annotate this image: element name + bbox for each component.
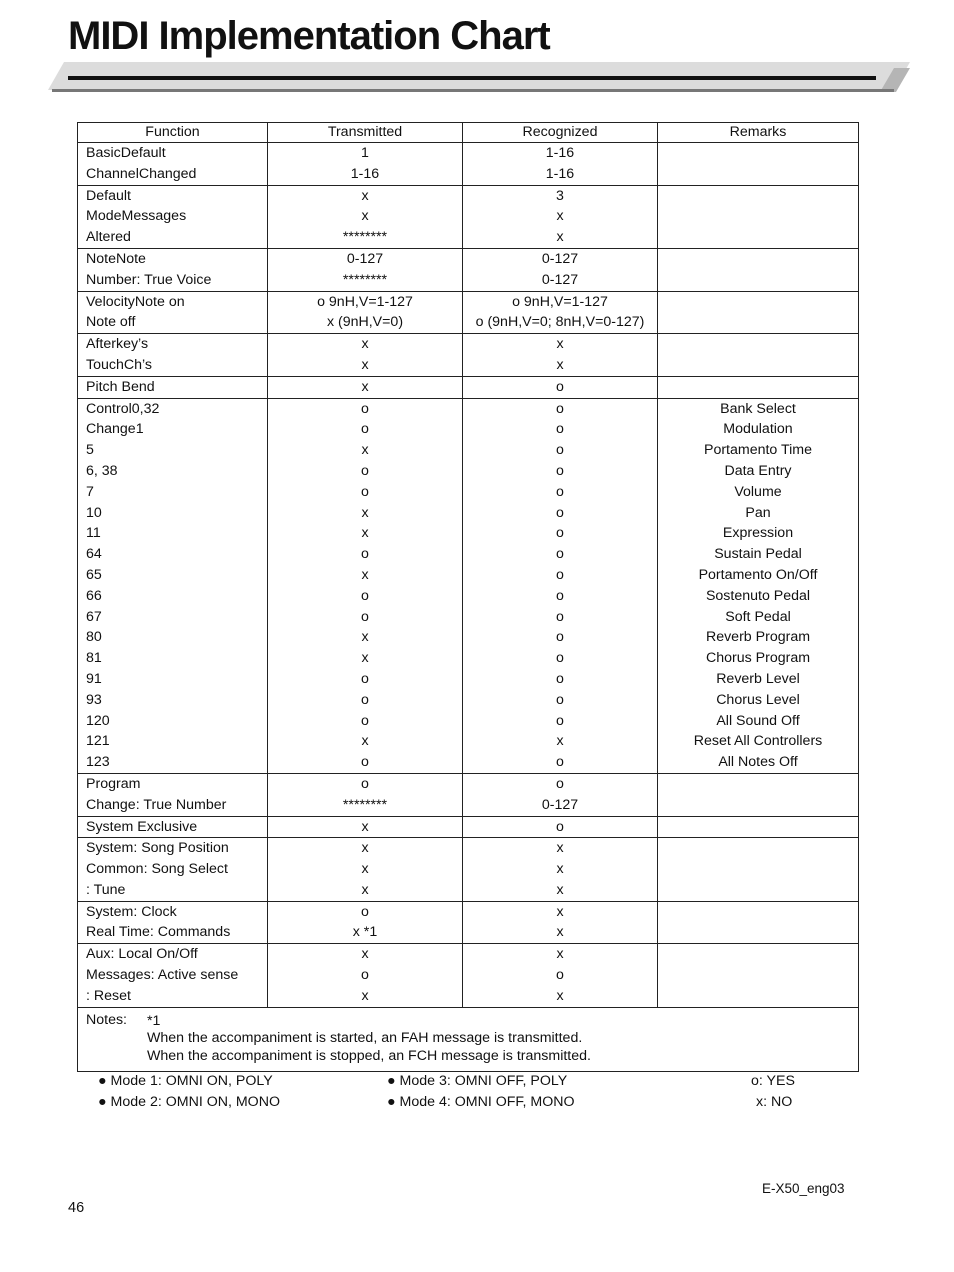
function-item-label: 120 xyxy=(86,712,110,729)
function-line xyxy=(86,690,267,711)
transmitted-value: x xyxy=(361,442,369,459)
mode-legend-right xyxy=(387,1071,575,1113)
function-group-label: Touch xyxy=(86,356,124,373)
function-line xyxy=(86,965,267,986)
transmitted-value: o xyxy=(361,903,369,920)
transmitted-value: o xyxy=(361,754,369,771)
transmitted-value: o xyxy=(361,587,369,604)
recognized-value: x xyxy=(556,861,564,878)
recognized-cell xyxy=(463,816,658,838)
remarks-value: All Sound Off xyxy=(716,712,800,729)
recognized-value: o xyxy=(556,712,564,729)
recognized-value: 0-127 xyxy=(541,796,579,813)
function-item-label: 80 xyxy=(86,629,102,646)
function-cell xyxy=(78,248,268,291)
note-line: When the accompaniment is stopped, an FCH message is transmitted. xyxy=(147,1047,591,1064)
function-line xyxy=(86,523,267,544)
function-item-label: : Local On/Off xyxy=(110,946,198,963)
function-group-label: Change xyxy=(86,796,136,813)
function-line xyxy=(86,565,267,586)
function-line xyxy=(86,648,267,669)
function-line xyxy=(86,292,267,313)
function-item-label: : True Voice xyxy=(136,271,212,288)
function-item-label: Changed xyxy=(138,165,197,182)
function-cell xyxy=(78,838,268,901)
function-line xyxy=(86,731,267,752)
transmitted-cell xyxy=(268,334,463,377)
function-cell xyxy=(78,816,268,838)
function-item-label: Default xyxy=(120,145,166,161)
transmitted-value: o xyxy=(361,967,369,984)
function-item-label: : Clock xyxy=(133,903,177,920)
recognized-value: o xyxy=(556,566,564,583)
remarks-value: Bank Select xyxy=(720,400,796,417)
transmitted-value: o xyxy=(361,400,369,417)
function-item-label: 123 xyxy=(86,754,110,771)
recognized-value: 1-16 xyxy=(545,165,575,182)
function-line xyxy=(86,669,267,690)
function-item-label: 1 xyxy=(135,421,144,438)
notes-body xyxy=(147,1010,591,1066)
transmitted-value: x xyxy=(361,208,369,225)
function-line xyxy=(86,838,267,859)
function-item-label: : Song Position xyxy=(133,840,229,857)
function-group-label: Aux xyxy=(86,946,111,963)
function-line xyxy=(86,334,267,355)
transmitted-value: x xyxy=(361,818,369,835)
recognized-value: o xyxy=(556,587,564,604)
function-line xyxy=(86,922,267,943)
function-cell xyxy=(78,944,268,1007)
table-row xyxy=(78,944,859,1007)
recognized-value: 0-127 xyxy=(541,271,579,288)
function-line xyxy=(86,503,267,524)
recognized-value: o (9nH,V=0; 8nH,V=0-127) xyxy=(475,314,645,331)
function-line xyxy=(86,986,267,1007)
table-header-row xyxy=(78,123,859,143)
function-line xyxy=(86,312,267,333)
function-item-label: 5 xyxy=(86,442,94,459)
notes-label: Notes: xyxy=(86,1011,128,1028)
function-item-label: 121 xyxy=(86,733,110,750)
function-line xyxy=(86,774,267,795)
function-cell xyxy=(78,291,268,334)
function-item-label: Note xyxy=(115,250,146,267)
remarks-value: Reverb Program xyxy=(705,629,811,646)
transmitted-value: x xyxy=(361,525,369,542)
remarks-cell xyxy=(658,185,859,248)
header-recognized: Recognized xyxy=(463,123,658,143)
function-item-label: 0,32 xyxy=(131,400,160,417)
recognized-cell xyxy=(463,334,658,377)
function-group-label: Velocity xyxy=(86,293,135,310)
function-group-label: System Exclusive xyxy=(86,818,198,835)
recognized-value: x xyxy=(556,840,564,857)
function-item-label: 11 xyxy=(86,525,101,542)
recognized-value: o xyxy=(556,378,564,395)
note-marker: *1 xyxy=(147,1012,161,1029)
transmitted-value: o xyxy=(361,546,369,563)
transmitted-cell xyxy=(268,901,463,944)
header-transmitted: Transmitted xyxy=(268,123,463,143)
recognized-cell xyxy=(463,398,658,773)
recognized-value: o xyxy=(556,400,564,417)
function-item-label: 67 xyxy=(86,608,102,625)
function-cell xyxy=(78,143,268,186)
mode-3-item: ● Mode 3: OMNI OFF, POLY xyxy=(387,1073,568,1089)
transmitted-value: x xyxy=(361,629,369,646)
function-cell xyxy=(78,398,268,773)
function-item-label: 6, 38 xyxy=(86,462,118,479)
function-line xyxy=(86,586,267,607)
transmitted-value: x xyxy=(361,650,369,667)
recognized-value: o xyxy=(556,525,564,542)
function-item-label: 66 xyxy=(86,587,102,604)
header-remarks: Remarks xyxy=(658,123,859,143)
mode-legend-left xyxy=(98,1071,280,1113)
remarks-value: Portamento Time xyxy=(703,442,813,459)
transmitted-value: x xyxy=(361,504,369,521)
function-item-label: 91 xyxy=(86,670,102,687)
recognized-value: o xyxy=(556,818,564,835)
function-group-label: Control xyxy=(86,400,132,417)
transmitted-value: o xyxy=(361,691,369,708)
midi-implementation-table xyxy=(77,122,859,1072)
transmitted-cell xyxy=(268,291,463,334)
remarks-cell xyxy=(658,773,859,816)
function-item-label: : Song Select xyxy=(143,861,228,878)
recognized-cell xyxy=(463,838,658,901)
function-line xyxy=(86,206,267,227)
function-item-label: 10 xyxy=(86,504,102,521)
remarks-value: Data Entry xyxy=(724,462,792,479)
recognized-value: o xyxy=(556,442,564,459)
recognized-value: o xyxy=(556,650,564,667)
recognized-value: x xyxy=(556,987,564,1004)
transmitted-value: o xyxy=(361,608,369,625)
transmitted-value: o xyxy=(361,775,369,792)
function-group-label: Pitch Bend xyxy=(86,378,155,395)
recognized-value: x xyxy=(556,208,564,225)
recognized-value: o xyxy=(556,421,564,438)
function-line xyxy=(86,795,267,816)
recognized-value: x xyxy=(556,946,564,963)
function-group-label: Mode xyxy=(86,208,122,225)
function-cell xyxy=(78,773,268,816)
transmitted-cell xyxy=(268,248,463,291)
symbol-legend xyxy=(751,1071,795,1113)
recognized-cell xyxy=(463,248,658,291)
recognized-value: x xyxy=(556,733,564,750)
remarks-cell xyxy=(658,376,859,398)
function-line xyxy=(86,249,267,270)
remarks-value: Chorus Level xyxy=(716,691,800,708)
transmitted-value: x xyxy=(361,987,369,1004)
function-cell xyxy=(78,334,268,377)
mode-4-item: ● Mode 4: OMNI OFF, MONO xyxy=(387,1094,575,1110)
table-row xyxy=(78,248,859,291)
transmitted-value: o 9nH,V=1-127 xyxy=(317,293,413,310)
remarks-value: Volume xyxy=(734,483,782,500)
function-line xyxy=(86,752,267,773)
function-group-label: Messages xyxy=(86,967,151,984)
function-line xyxy=(86,440,267,461)
function-group-label: Program xyxy=(86,775,141,792)
transmitted-value: 1 xyxy=(361,145,369,161)
remarks-value: Reverb Level xyxy=(716,670,800,687)
transmitted-value: 1-16 xyxy=(350,165,380,182)
function-cell xyxy=(78,901,268,944)
recognized-value: 0-127 xyxy=(541,250,579,267)
function-group-label: Change xyxy=(86,421,136,438)
function-item-label: Altered xyxy=(86,229,131,246)
recognized-value: x xyxy=(556,924,564,941)
transmitted-value: x xyxy=(361,356,369,373)
transmitted-value: o xyxy=(361,483,369,500)
transmitted-value: o xyxy=(361,712,369,729)
remarks-value: All Notes Off xyxy=(718,754,798,771)
recognized-value: o 9nH,V=1-127 xyxy=(512,293,608,310)
transmitted-cell xyxy=(268,838,463,901)
recognized-value: o xyxy=(556,608,564,625)
function-line xyxy=(86,880,267,901)
function-line xyxy=(86,186,267,207)
function-line xyxy=(86,544,267,565)
function-line xyxy=(86,399,267,420)
function-group-label: Real Time xyxy=(86,924,150,941)
remarks-cell xyxy=(658,901,859,944)
transmitted-cell xyxy=(268,398,463,773)
recognized-value: x xyxy=(556,229,564,246)
transmitted-value: ******** xyxy=(342,271,388,288)
transmitted-value: x xyxy=(361,566,369,583)
remarks-cell xyxy=(658,334,859,377)
remarks-cell xyxy=(658,398,859,773)
recognized-value: 1-16 xyxy=(545,145,575,161)
recognized-value: o xyxy=(556,546,564,563)
table-row xyxy=(78,376,859,398)
recognized-cell xyxy=(463,143,658,186)
transmitted-value: x xyxy=(361,336,369,353)
remarks-value: Sustain Pedal xyxy=(714,546,802,563)
recognized-value: o xyxy=(556,483,564,500)
table-row xyxy=(78,838,859,901)
mode-1-item: ● Mode 1: OMNI ON, POLY xyxy=(98,1073,273,1089)
remarks-cell xyxy=(658,944,859,1007)
function-group-label: System xyxy=(86,840,134,857)
transmitted-cell xyxy=(268,773,463,816)
function-line xyxy=(86,461,267,482)
function-line xyxy=(86,859,267,880)
function-line xyxy=(86,270,267,291)
no-symbol-item: x: NO xyxy=(756,1094,793,1110)
header-function: Function xyxy=(78,123,268,143)
transmitted-value: ******** xyxy=(342,796,388,813)
notes-row xyxy=(78,1007,859,1072)
recognized-value: x xyxy=(556,356,564,373)
yes-symbol-item: o: YES xyxy=(751,1073,795,1089)
function-group-label: Common xyxy=(86,861,144,878)
recognized-cell xyxy=(463,901,658,944)
footer-code: E-X50_eng03 xyxy=(762,1181,845,1196)
remarks-value: Soft Pedal xyxy=(725,608,791,625)
function-line xyxy=(86,143,267,164)
transmitted-value: x xyxy=(361,733,369,750)
recognized-value: o xyxy=(556,967,564,984)
function-line xyxy=(86,419,267,440)
function-item-label: Note on xyxy=(134,293,185,310)
remarks-value: Pan xyxy=(745,504,771,521)
table-row xyxy=(78,901,859,944)
remarks-cell xyxy=(658,291,859,334)
remarks-cell xyxy=(658,838,859,901)
function-item-label: key’s xyxy=(115,336,149,353)
recognized-cell xyxy=(463,773,658,816)
function-group-label: Number xyxy=(86,271,137,288)
function-group-label: Note xyxy=(86,250,116,267)
transmitted-value: x xyxy=(361,187,369,204)
recognized-value: o xyxy=(556,691,564,708)
table-row xyxy=(78,398,859,773)
recognized-value: o xyxy=(556,629,564,646)
transmitted-value: x xyxy=(361,861,369,878)
function-line xyxy=(86,482,267,503)
function-line xyxy=(86,627,267,648)
recognized-value: o xyxy=(556,504,564,521)
function-group-label: After xyxy=(86,336,116,353)
table-row xyxy=(78,143,859,186)
remarks-value: Chorus Program xyxy=(705,650,811,667)
function-item-label: Note off xyxy=(86,314,136,331)
recognized-cell xyxy=(463,944,658,1007)
transmitted-cell xyxy=(268,143,463,186)
remarks-value: Portamento On/Off xyxy=(698,566,818,583)
transmitted-value: o xyxy=(361,462,369,479)
function-item-label: Messages xyxy=(121,208,187,225)
recognized-cell xyxy=(463,376,658,398)
transmitted-cell xyxy=(268,376,463,398)
function-line xyxy=(86,817,267,838)
table-row xyxy=(78,185,859,248)
recognized-value: 3 xyxy=(556,187,564,204)
recognized-value: o xyxy=(556,462,564,479)
function-line xyxy=(86,944,267,965)
table-row xyxy=(78,334,859,377)
function-line xyxy=(86,711,267,732)
function-item-label: : Reset xyxy=(86,987,131,1004)
transmitted-value: o xyxy=(361,670,369,687)
remarks-cell xyxy=(658,143,859,186)
function-line xyxy=(86,607,267,628)
table-row xyxy=(78,816,859,838)
function-group-label: Basic xyxy=(86,145,121,161)
transmitted-cell xyxy=(268,185,463,248)
recognized-value: x xyxy=(556,903,564,920)
function-item-label: 65 xyxy=(86,566,102,583)
function-item-label: : Active sense xyxy=(150,967,239,984)
function-item-label: : Commands xyxy=(149,924,231,941)
recognized-value: x xyxy=(556,336,564,353)
page-number: 46 xyxy=(68,1200,85,1216)
transmitted-value: x xyxy=(361,378,369,395)
notes-cell xyxy=(78,1007,859,1072)
remarks-cell xyxy=(658,816,859,838)
function-group-label: Channel xyxy=(86,165,139,182)
title-underline-band xyxy=(48,62,910,94)
function-line xyxy=(86,164,267,185)
transmitted-value: x (9nH,V=0) xyxy=(326,314,404,331)
function-item-label: Ch’s xyxy=(123,356,152,373)
function-line xyxy=(86,377,267,398)
recognized-value: o xyxy=(556,754,564,771)
table-row xyxy=(78,291,859,334)
recognized-cell xyxy=(463,185,658,248)
function-item-label: 7 xyxy=(86,483,94,500)
page-title: MIDI Implementation Chart xyxy=(68,14,550,58)
function-item-label: 64 xyxy=(86,546,102,563)
remarks-value: Reset All Controllers xyxy=(693,733,823,750)
function-item-label: 81 xyxy=(86,650,102,667)
function-item-label: Default xyxy=(86,187,131,204)
remarks-value: Modulation xyxy=(723,421,793,438)
function-item-label: 93 xyxy=(86,691,102,708)
remarks-value: Sostenuto Pedal xyxy=(705,587,811,604)
transmitted-cell xyxy=(268,944,463,1007)
transmitted-value: x xyxy=(361,840,369,857)
mode-2-item: ● Mode 2: OMNI ON, MONO xyxy=(98,1094,280,1110)
transmitted-value: o xyxy=(361,421,369,438)
function-group-label: System xyxy=(86,903,134,920)
recognized-value: x xyxy=(556,881,564,898)
recognized-cell xyxy=(463,291,658,334)
table-row xyxy=(78,773,859,816)
transmitted-value: x xyxy=(361,946,369,963)
function-line xyxy=(86,902,267,923)
remarks-value: Expression xyxy=(722,525,794,542)
note-line: When the accompaniment is started, an FAH message is transmitted. xyxy=(147,1030,583,1047)
transmitted-cell xyxy=(268,816,463,838)
function-item-label: : Tune xyxy=(86,881,126,898)
recognized-value: o xyxy=(556,670,564,687)
recognized-value: o xyxy=(556,775,564,792)
function-cell xyxy=(78,376,268,398)
function-cell xyxy=(78,185,268,248)
function-line xyxy=(86,227,267,248)
transmitted-value: ******** xyxy=(342,229,388,246)
remarks-cell xyxy=(658,248,859,291)
function-line xyxy=(86,355,267,376)
transmitted-value: 0-127 xyxy=(346,250,384,267)
transmitted-value: x *1 xyxy=(352,924,378,941)
transmitted-value: x xyxy=(361,881,369,898)
function-item-label: : True Number xyxy=(135,796,227,813)
